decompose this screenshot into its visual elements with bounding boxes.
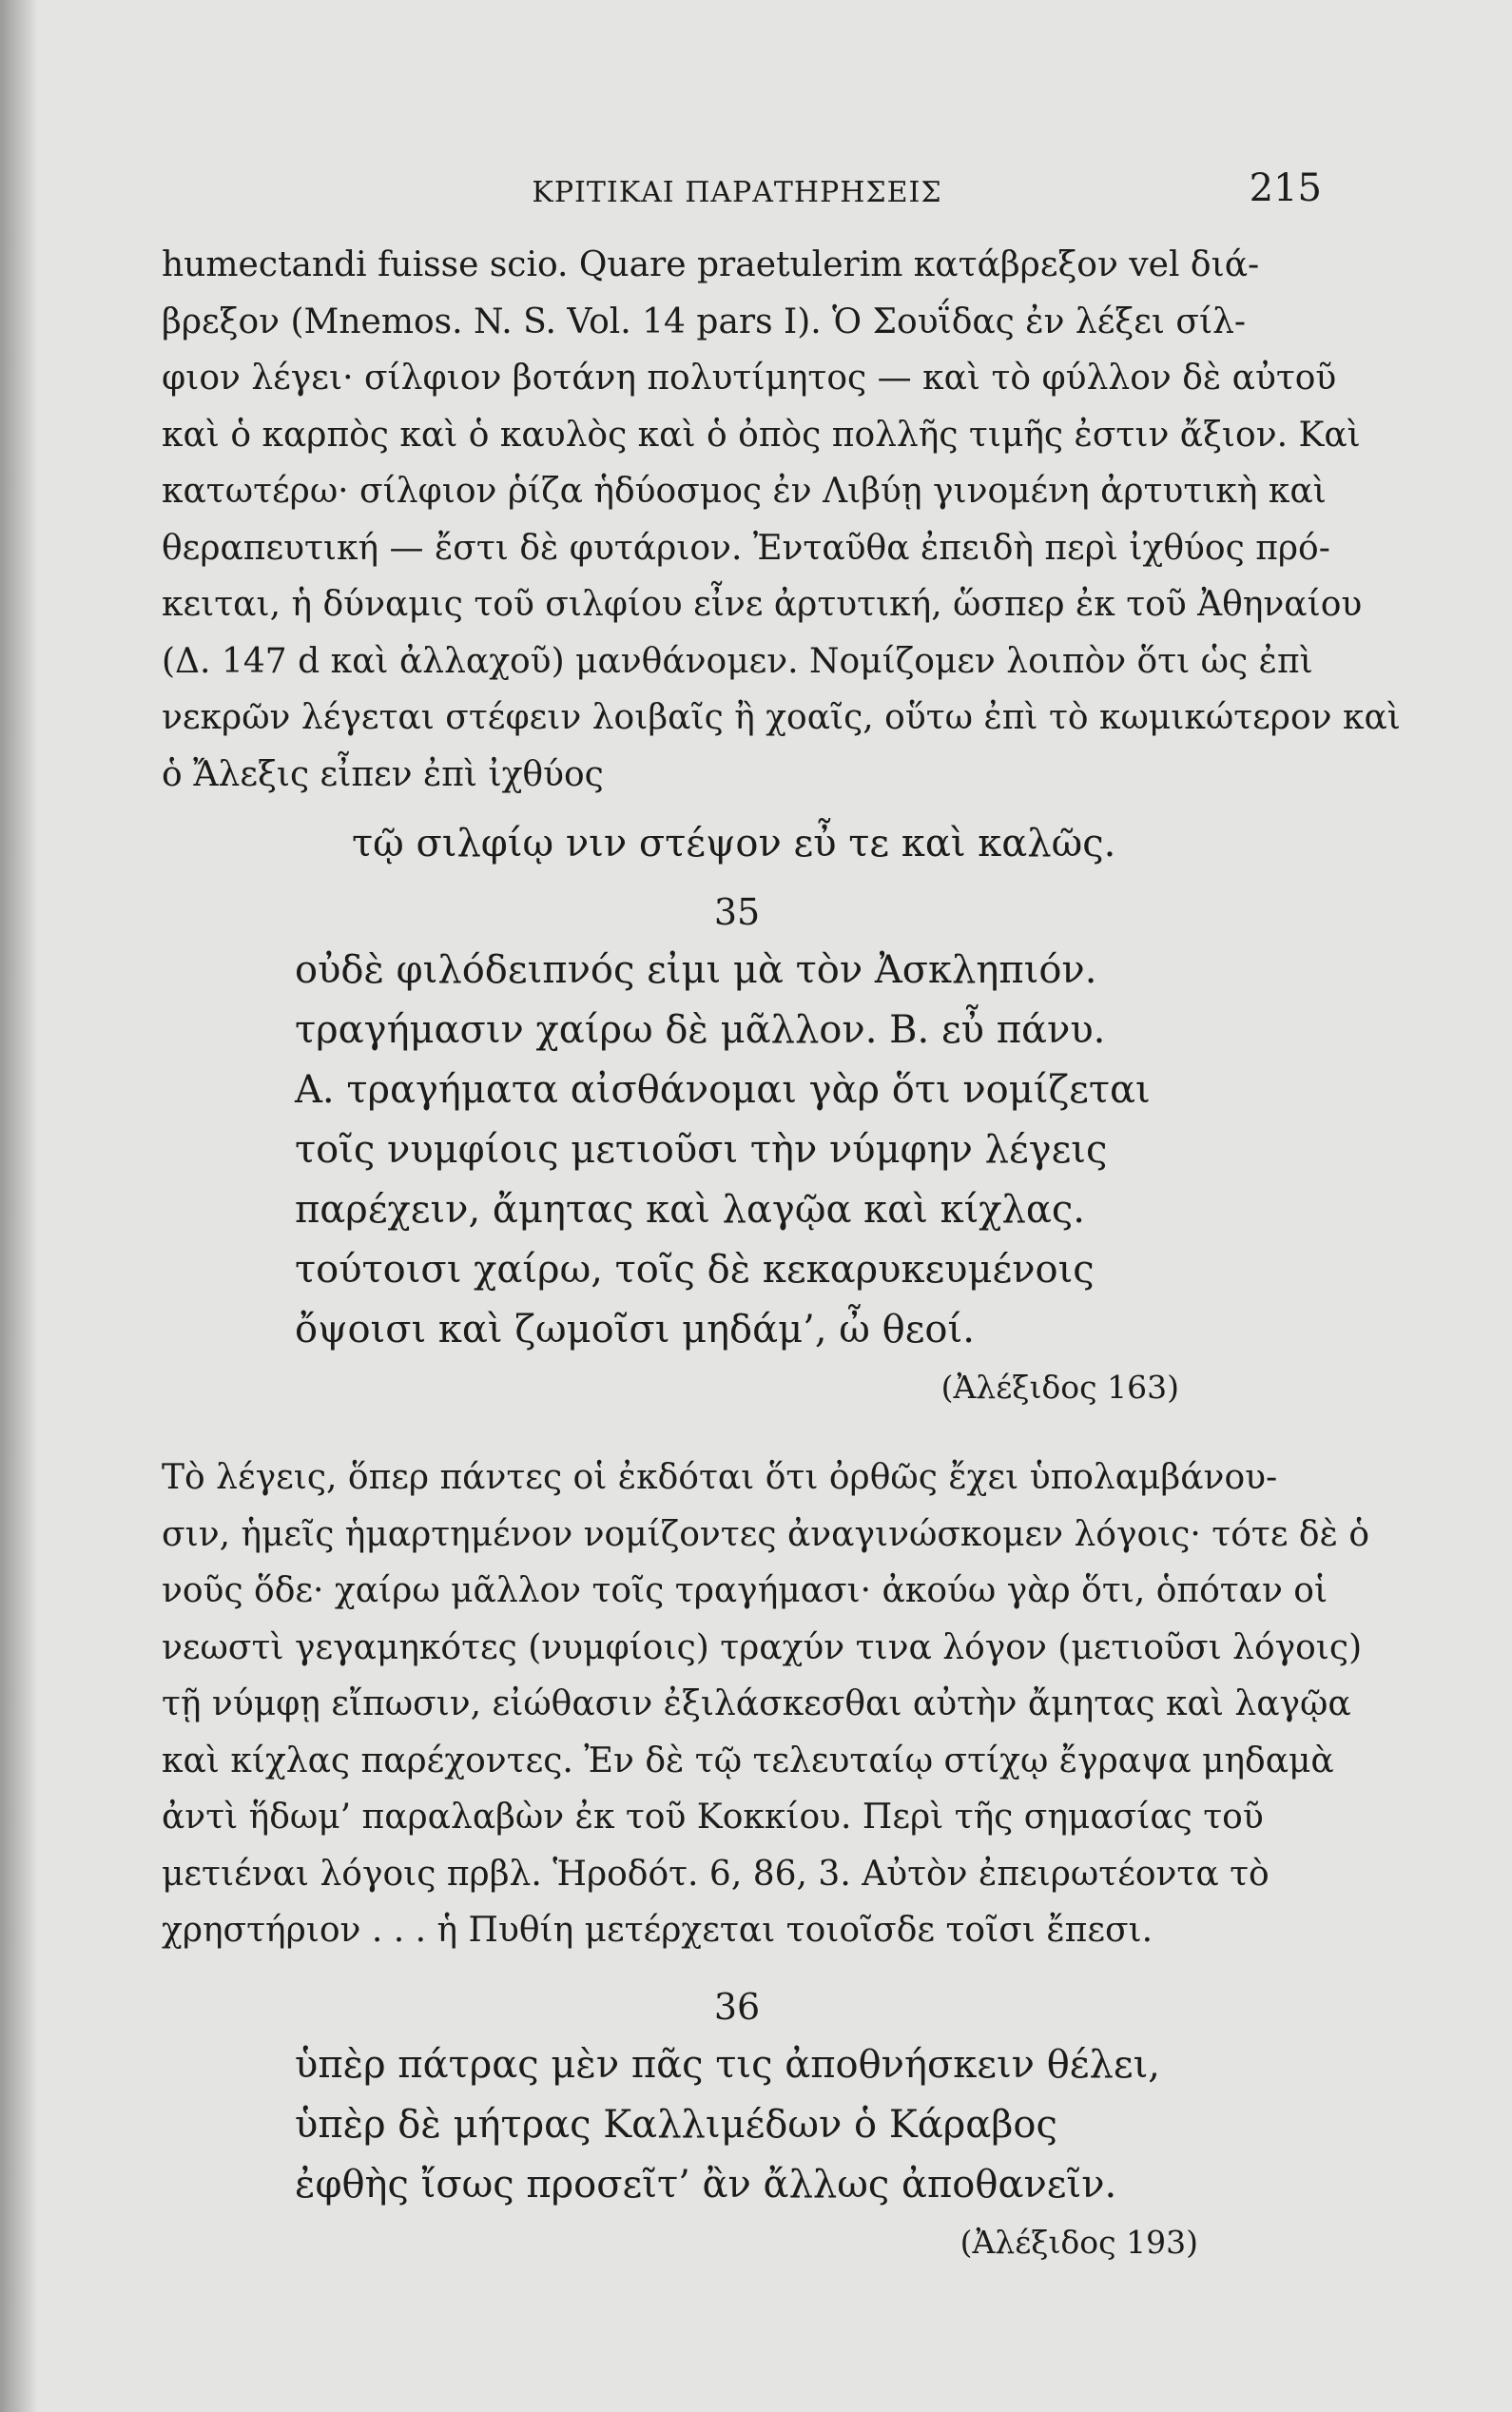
- prose-line: καὶ κίχλας παρέχοντες. Ἐν δὲ τῷ τελευταίῳ στίχῳ ἔγραψα μηδαμὰ: [162, 1741, 1334, 1780]
- prose-line: βρεξον (Mnemos. N. S. Vol. 14 pars I). Ὁ Σουΐδας ἐν λέξει σίλ-: [162, 302, 1247, 341]
- paragraph-1: [162, 237, 1401, 803]
- page-number: 215: [1249, 166, 1322, 210]
- prose-line: ὁ Ἄλεξις εἶπεν ἐπὶ ἰχθύος: [162, 754, 604, 794]
- prose-line: humectandi fuisse scio. Quare praetulerim κατάβρεξον vel διά-: [162, 245, 1260, 284]
- prose-line: ἀντὶ ἥδωμ’ παραλαβὼν ἐκ τοῦ Κοκκίου. Περὶ τῆς σημασίας τοῦ: [162, 1798, 1264, 1837]
- page-header: [162, 166, 1322, 224]
- prose-line: καὶ ὁ καρπὸς καὶ ὁ καυλὸς καὶ ὁ ὀπὸς πολλῆς τιμῆς ἐστιν ἄξιον. Καὶ: [162, 415, 1361, 455]
- prose-line: νοῦς ὅδε· χαίρω μᾶλλον τοῖς τραγήμασι· ἀκούω γὰρ ὅτι, ὁπόταν οἱ: [162, 1571, 1328, 1610]
- paragraph-2: [162, 1449, 1370, 1959]
- running-title: ΚΡΙΤΙΚΑΙ ΠΑΡΑΤΗΡΗΣΕΙΣ: [532, 176, 942, 209]
- prose-line: (Δ. 147 d καὶ ἀλλαχοῦ) μανθάνομεν. Νομίζομεν λοιπὸν ὅτι ὡς ἐπὶ: [162, 641, 1313, 681]
- prose-line: μετιέναι λόγοις πρβλ. Ἡροδότ. 6, 86, 3. Αὐτὸν ἐπειρωτέοντα τὸ: [162, 1854, 1270, 1894]
- verse-block-35: [295, 941, 1312, 1360]
- prose-line: νεωστὶ γεγαμηκότες (νυμφίοις) τραχύν τινα λόγον (μετιοῦσι λόγοις): [162, 1627, 1363, 1667]
- verse-block-36: [295, 2035, 1312, 2215]
- verse-line: ὑπὲρ δὲ μήτρας Καλλιμέδων ὁ Κάραβος: [295, 2102, 1057, 2147]
- section-number-35: 35: [713, 891, 761, 933]
- prose-line: νεκρῶν λέγεται στέφειν λοιβαῖς ἢ χοαῖς, οὕτω ἐπὶ τὸ κωμικώτερον καὶ: [162, 698, 1401, 737]
- prose-line: φιον λέγει· σίλφιον βοτάνη πολυτίμητος — καὶ τὸ φύλλον δὲ αὐτοῦ: [162, 359, 1337, 398]
- verse-line: ὄψοισι καὶ ζωμοῖσι μηδάμ’, ὦ θεοί.: [295, 1308, 975, 1352]
- prose-line: κειται, ἡ δύναμις τοῦ σιλφίου εἶνε ἀρτυτική, ὥσπερ ἐκ τοῦ Ἀθηναίου: [162, 585, 1363, 624]
- citation-36: (Ἀλέξιδος 193): [960, 2223, 1198, 2261]
- prose-line: θεραπευτική — ἔστι δὲ φυτάριον. Ἐνταῦθα ἐπειδὴ περὶ ἰχθύος πρό-: [162, 528, 1330, 568]
- page-gutter-shadow: [0, 0, 38, 2412]
- verse-line: τραγήμασιν χαίρω δὲ μᾶλλον. Β. εὖ πάνυ.: [295, 1008, 1106, 1052]
- verse-line: τῷ σιλφίῳ νιν στέψον εὖ τε καὶ καλῶς.: [352, 822, 1116, 866]
- verse-line: ἐφθὴς ἴσως προσεῖτ’ ἂν ἄλλως ἀποθανεῖν.: [295, 2162, 1117, 2207]
- verse-line: ὑπὲρ πάτρας μὲν πᾶς τις ἀποθνήσκειν θέλει,: [295, 2042, 1160, 2087]
- verse-line: τοῖς νυμφίοις μετιοῦσι τὴν νύμφην λέγεις: [295, 1128, 1108, 1172]
- section-number-36: 36: [713, 1985, 761, 2028]
- prose-line: σιν, ἡμεῖς ἡμαρτημένον νομίζοντες ἀναγινώσκομεν λόγοις· τότε δὲ ὁ: [162, 1514, 1370, 1554]
- prose-line: τῇ νύμφῃ εἴπωσιν, εἰώθασιν ἐξιλάσκεσθαι αὐτὴν ἄμητας καὶ λαγῷα: [162, 1684, 1351, 1723]
- verse-line: οὐδὲ φιλόδειπνός εἰμι μὰ τὸν Ἀσκληπιόν.: [295, 948, 1097, 992]
- prose-line: Τὸ λέγεις, ὅπερ πάντες οἱ ἐκδόται ὅτι ὀρθῶς ἔχει ὑπολαμβάνου-: [162, 1458, 1278, 1497]
- prose-line: χρηστήριον . . . ἡ Πυθίη μετέρχεται τοιοῖσδε τοῖσι ἔπεσι.: [162, 1911, 1153, 1950]
- spacer: [162, 1415, 1312, 1449]
- verse-line: τούτοισι χαίρω, τοῖς δὲ κεκαρυκευμένοις: [295, 1248, 1095, 1292]
- verse-line: Α. τραγήματα αἰσθάνομαι γὰρ ὅτι νομίζεται: [295, 1068, 1151, 1112]
- prose-line: κατωτέρω· σίλφιον ῥίζα ἡδύοσμος ἐν Λιβύῃ γινομένη ἀρτυτικὴ καὶ: [162, 472, 1327, 511]
- quoted-verse: [352, 814, 1312, 874]
- citation-35: (Ἀλέξιδος 163): [940, 1369, 1179, 1406]
- verse-line: παρέχειν, ἄμητας καὶ λαγῷα καὶ κίχλας.: [295, 1188, 1085, 1232]
